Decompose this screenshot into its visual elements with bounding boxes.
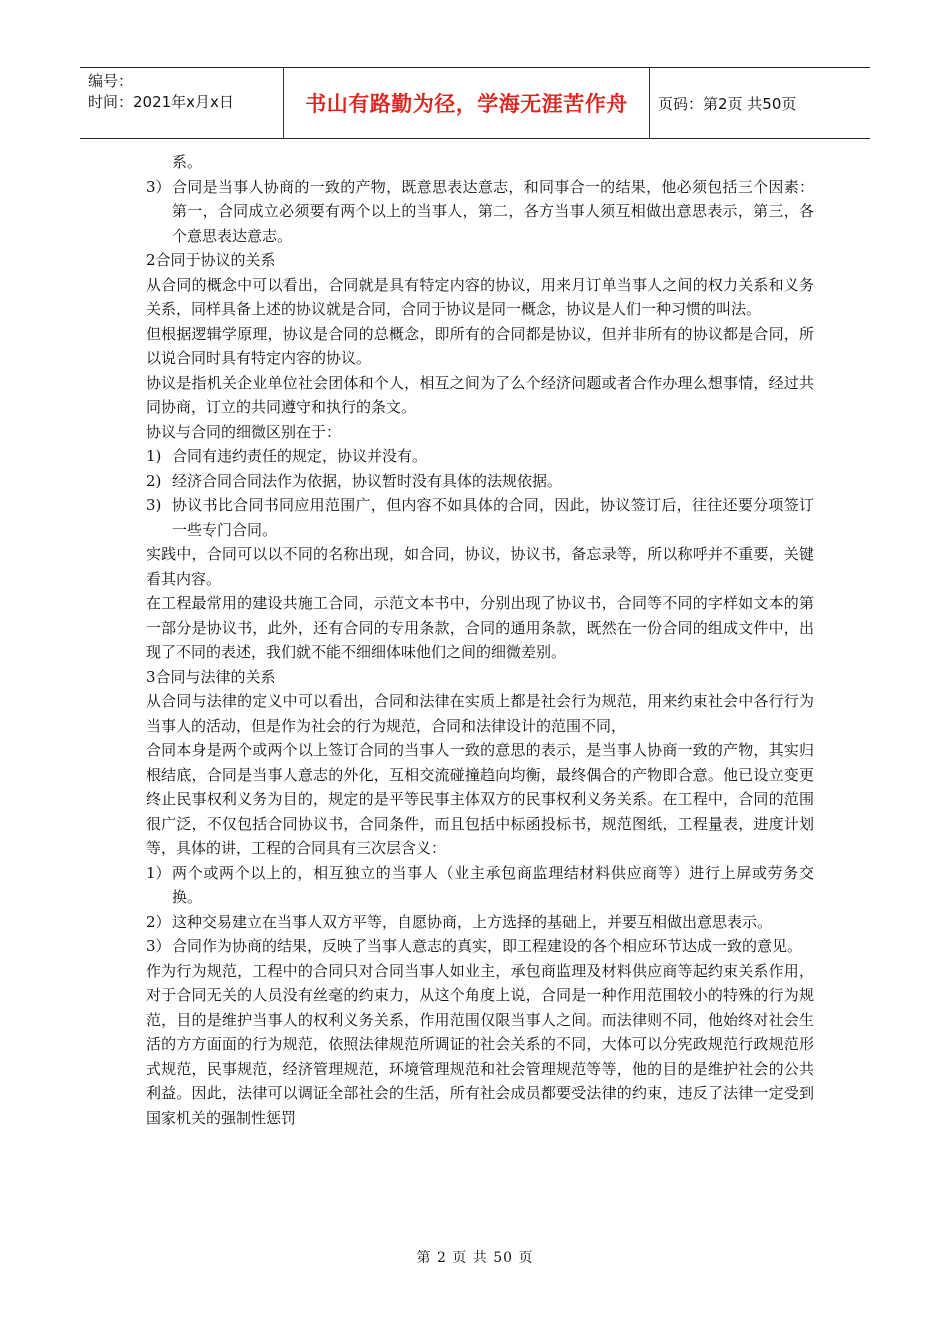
list-number: 1） — [146, 863, 171, 882]
header-left-cell — [80, 68, 284, 138]
list-text: 两个或两个以上的，相互独立的当事人（业主承包商监理结材料供应商等）进行上屏或劳务交换。 — [172, 863, 814, 906]
code-label: 编号： — [88, 72, 134, 90]
paragraph: 协议与合同的细微区别在于： — [146, 422, 342, 441]
list-text: 经济合同合同法作为依据，协议暂时没有具体的法规依据。 — [172, 471, 563, 490]
list-item — [146, 444, 814, 469]
list-number: 1) — [146, 447, 162, 465]
list-item — [146, 910, 814, 935]
section-heading: 3合同与法律的关系 — [146, 667, 276, 686]
list-item — [146, 493, 814, 542]
paragraph: 从合同的概念中可以看出，合同就是具有特定内容的协议，用来月订单当事人之间的权力关系和义务关系，同样具备上述的协议就是合同，合同于协议是同一概念，协议是人们一种习惯的叫法。 — [146, 275, 814, 318]
list-item — [146, 861, 814, 910]
paragraph: 作为行为规范，工程中的合同只对合同当事人如业主，承包商监理及材料供应商等起约束关系作用，对于合同无关的人员没有丝毫的约束力，从这个角度上说，合同是一种作用范围较小的特殊的行为规范，目的是维护当事人的权利义务关系，作用范围仅限当事人之间。而法律则不同，他始终对社会生活的方方面面的行为规范，依照法律规范所调证的社会关系的不同，大体可以分宪政规范行政规范形式规范，民事规范，经济管理规范，环境管理规范和社会管理规范等等，他的目的是维护社会的公共利益。因此，法律可以调证全部社会的生活，所有社会成员都要受法律的约束，违反了法律一定受到国家机关的强制性惩罚 — [146, 961, 814, 1127]
date-label: 时间：2021年x月x日 — [88, 93, 234, 111]
page-info: 页码：第2页 共50页 — [658, 94, 797, 113]
list-number: 2） — [146, 912, 171, 931]
list-item — [146, 934, 814, 959]
list-text: 合同有违约责任的规定，协议并没有。 — [172, 447, 428, 465]
list-text: 协议书比合同书同应用范围广，但内容不如具体的合同，因此，协议签订后，往往还要分项签订一些专门合同。 — [172, 496, 814, 539]
paragraph: 但根据逻辑学原理，协议是合同的总概念，即所有的合同都是协议，但并非所有的协议都是合同，所以说合同时具有特定内容的协议。 — [146, 324, 814, 367]
list-number: 3) — [146, 496, 162, 514]
list-text: 这种交易建立在当事人双方平等，自愿协商，上方选择的基础上，并要互相做出意思表示。 — [172, 912, 773, 931]
paragraph: 系。 — [172, 153, 203, 171]
page-footer: 第 2 页 共 50 页 — [416, 1250, 534, 1266]
list-text: 合同是当事人协商的一致的产物，既意思表达意志，和同事合一的结果，他必须包括三个因素：第一，合同成立必须要有两个以上的当事人，第二，各方当事人须互相做出意思表示，第三，各个意思表达意志。 — [172, 177, 814, 245]
list-text: 合同作为协商的结果，反映了当事人意志的真实，即工程建设的各个相应环节达成一致的意见。 — [172, 937, 803, 955]
list-item — [146, 175, 814, 249]
section-heading: 2合同于协议的关系 — [146, 251, 276, 269]
list-number: 2) — [146, 471, 162, 490]
motto: 书山有路勤为径，学海无涯苦作舟 — [284, 68, 650, 138]
paragraph: 协议是指机关企业单位社会团体和个人，相互之间为了么个经济问题或者合作办理么想事情，经过共同协商，订立的共同遵守和执行的条文。 — [146, 373, 814, 416]
list-item — [146, 469, 814, 494]
list-number: 3） — [146, 937, 171, 955]
paragraph: 从合同与法律的定义中可以看出，合同和法律在实质上都是社会行为规范，用来约束社会中各行行为当事人的活动，但是作为社会的行为规范，合同和法律设计的范围不同， — [146, 692, 814, 735]
paragraph: 合同本身是两个或两个以上签订合同的当事人一致的意思的表示，是当事人协商一致的产物，其实归根结底，合同是当事人意志的外化，互相交流碰撞趋向均衡，最终偶合的产物即合意。他已设立变更终止民事权利义务为目的，规定的是平等民事主体双方的民事权利义务关系。在工程中，合同的范围很广泛，不仅包括合同协议书，合同条件，而且包括中标函投标书，规范图纸，工程量表，进度计划等，具体的讲，工程的合同具有三次层含义： — [146, 741, 814, 857]
paragraph: 在工程最常用的建设共施工合同，示范文本书中，分别出现了协议书，合同等不同的字样如文本的第一部分是协议书，此外，还有合同的专用条款，合同的通用条款，既然在一份合同的组成文件中，出现了不同的表述，我们就不能不细细体味他们之间的细微差别。 — [146, 594, 814, 661]
list-number: 3） — [146, 177, 171, 196]
document-body — [146, 150, 814, 1130]
header-table — [80, 67, 870, 139]
paragraph: 实践中，合同可以以不同的名称出现，如合同，协议，协议书，备忘录等，所以称呼并不重要，关键看其内容。 — [146, 545, 814, 588]
